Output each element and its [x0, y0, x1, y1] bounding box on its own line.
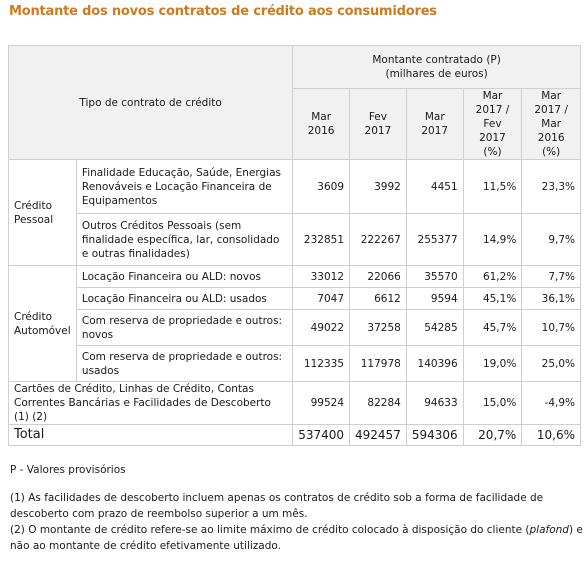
cell: 9594: [406, 288, 463, 310]
cell: 36,1%: [522, 288, 581, 310]
cell: 82284: [350, 382, 407, 425]
col-header: Mar 2017 / Mar 2016 (%): [522, 89, 581, 160]
row-desc: Finalidade Educação, Saúde, Energias Renováveis e Locação Financeira de Equipamentos: [76, 160, 292, 214]
cell: 37258: [350, 310, 407, 346]
note-1: (1) As facilidades de descoberto incluem apenas os contratos de crédito sob a forma de facilidade de descoberto com prazo de reembolso superior a um mês.: [10, 492, 544, 520]
cell: 3609: [293, 160, 350, 214]
cell: 33012: [293, 266, 350, 288]
note-provisional: P - Valores provisórios: [10, 464, 126, 476]
header-montante-label: Montante contratado (P): [372, 54, 501, 66]
cell: 10,7%: [522, 310, 581, 346]
credit-table: [8, 45, 581, 446]
cell: 49022: [293, 310, 350, 346]
table-row: [9, 160, 581, 214]
cell: 222267: [350, 214, 407, 266]
cell: 594306: [406, 425, 463, 446]
cell: 255377: [406, 214, 463, 266]
cell: 15,0%: [463, 382, 522, 425]
cell: -4,9%: [522, 382, 581, 425]
note-2-text-a: (2) O montante de crédito refere-se ao limite máximo de crédito colocado à disposição do cliente (: [10, 524, 530, 536]
footnotes: [10, 462, 588, 554]
cell: 61,2%: [463, 266, 522, 288]
cell: 22066: [350, 266, 407, 288]
header-unidade: (milhares de euros): [385, 68, 488, 80]
row-desc: Outros Créditos Pessoais (sem finalidade específica, lar, consolidado e outras finalidades): [76, 214, 292, 266]
note-2: [10, 522, 588, 554]
table-row: [9, 382, 581, 425]
row-desc: Locação Financeira ou ALD: novos: [76, 266, 292, 288]
row-desc: Com reserva de propriedade e outros: novos: [76, 310, 292, 346]
cell: 11,5%: [463, 160, 522, 214]
cell: 10,6%: [522, 425, 581, 446]
cell: 112335: [293, 346, 350, 382]
col-header: Fev 2017: [350, 89, 407, 160]
cell: 3992: [350, 160, 407, 214]
cell: 4451: [406, 160, 463, 214]
cell: 7047: [293, 288, 350, 310]
note-2-plafond: plafond: [529, 524, 569, 536]
table-row: [9, 346, 581, 382]
cell: 54285: [406, 310, 463, 346]
cell: 25,0%: [522, 346, 581, 382]
cell: 140396: [406, 346, 463, 382]
table-row: [9, 266, 581, 288]
cell: 9,7%: [522, 214, 581, 266]
total-row: [9, 425, 581, 446]
cell: 45,1%: [463, 288, 522, 310]
table-row: [9, 310, 581, 346]
group-label-automovel: Crédito Automóvel: [9, 266, 77, 382]
cell: 23,3%: [522, 160, 581, 214]
cell: 14,9%: [463, 214, 522, 266]
row-desc: Locação Financeira ou ALD: usados: [76, 288, 292, 310]
cell: 6612: [350, 288, 407, 310]
cell: 19,0%: [463, 346, 522, 382]
cell: 45,7%: [463, 310, 522, 346]
cell: 117978: [350, 346, 407, 382]
cell: 537400: [293, 425, 350, 446]
cell: 20,7%: [463, 425, 522, 446]
col-header: Mar 2016: [293, 89, 350, 160]
cell: 492457: [350, 425, 407, 446]
note-2-text-b: ) e não ao montante de crédito efetivamente utilizado.: [10, 524, 583, 552]
page-title: Montante dos novos contratos de crédito aos consumidores: [9, 4, 437, 19]
group-label-pessoal: Crédito Pessoal: [9, 160, 77, 266]
table-row: [9, 214, 581, 266]
row-desc: Cartões de Crédito, Linhas de Crédito, Contas Correntes Bancárias e Facilidades de Descoberto (1) (2): [9, 382, 293, 425]
cell: 232851: [293, 214, 350, 266]
cell: 7,7%: [522, 266, 581, 288]
cell: 35570: [406, 266, 463, 288]
header-montante: [293, 46, 581, 89]
row-desc: Com reserva de propriedade e outros: usados: [76, 346, 292, 382]
table-row: [9, 288, 581, 310]
header-tipo: Tipo de contrato de crédito: [9, 46, 293, 160]
col-header: Mar 2017 / Fev 2017 (%): [463, 89, 522, 160]
cell: 99524: [293, 382, 350, 425]
cell: 94633: [406, 382, 463, 425]
total-label: Total: [9, 425, 293, 446]
col-header: Mar 2017: [406, 89, 463, 160]
